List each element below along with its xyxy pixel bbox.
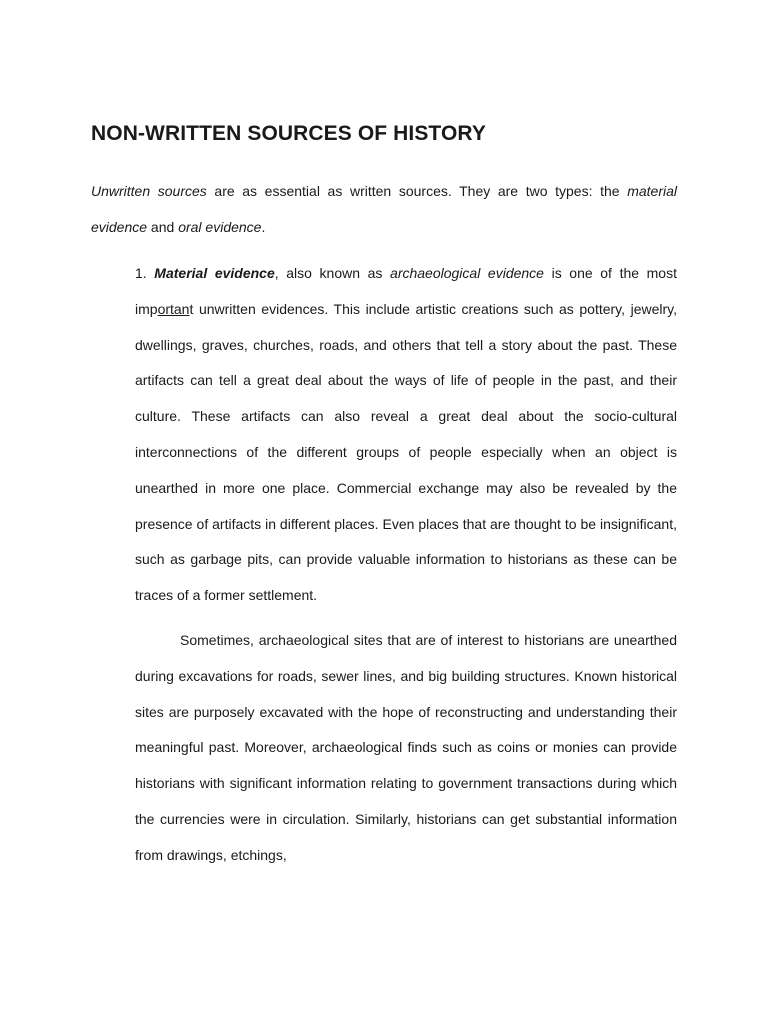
term-unwritten-sources: Unwritten sources [91,183,207,199]
section-text-3: t unwritten evidences. This include artistic creations such as pottery, jewelry, dwellings, graves, churches, roads, and others that tell a story about the past. These artifacts can tell a great deal about the ways of life of people in the past, and their culture. These artifacts can also reveal a great deal about the socio-cultural interconnections of the different groups of people especially when an object is unearthed in more one place. Commercial exchange may also be revealed by the presence of artifacts in different places. Even places that are thought to be insignificant, such as garbage pits, can provide valuable information to historians as these can be traces of a former settlement. [135,300,677,604]
section-number: 1. [135,265,155,281]
intro-paragraph [91,174,677,246]
section-heading: Material evidence [154,265,275,281]
document-title: NON-WRITTEN SOURCES OF HISTORY [91,122,487,145]
term-oral-evidence: oral evidence [178,218,262,235]
archaeological-sites-paragraph: Sometimes, archaeological sites that are of interest to historians are unearthed during excavations for roads, sewer lines, and big building structures. Known historical sites are purposely excavated with the hope of reconstructing and understanding their meaningful past. Moreover, archaeological finds such as coins or monies can provide historians with significant information relating to government transactions during which the currencies were in circulation. Similarly, historians can get substantial information from drawings, etchings, [135,632,677,863]
intro-text-3: . [261,218,266,235]
term-archaeological-evidence: archaeological evidence [390,265,544,281]
intro-text-1: are as essential as written sources. They are two types: the [206,183,628,199]
section-text-1: , also known as [274,265,391,281]
term-material-evidence: material evidence [91,183,677,235]
section-text-2: is one of the most imp [135,265,677,317]
underlined-text: ortan [157,300,190,317]
intro-text-2: and [147,218,179,235]
section-material-evidence [135,256,677,614]
